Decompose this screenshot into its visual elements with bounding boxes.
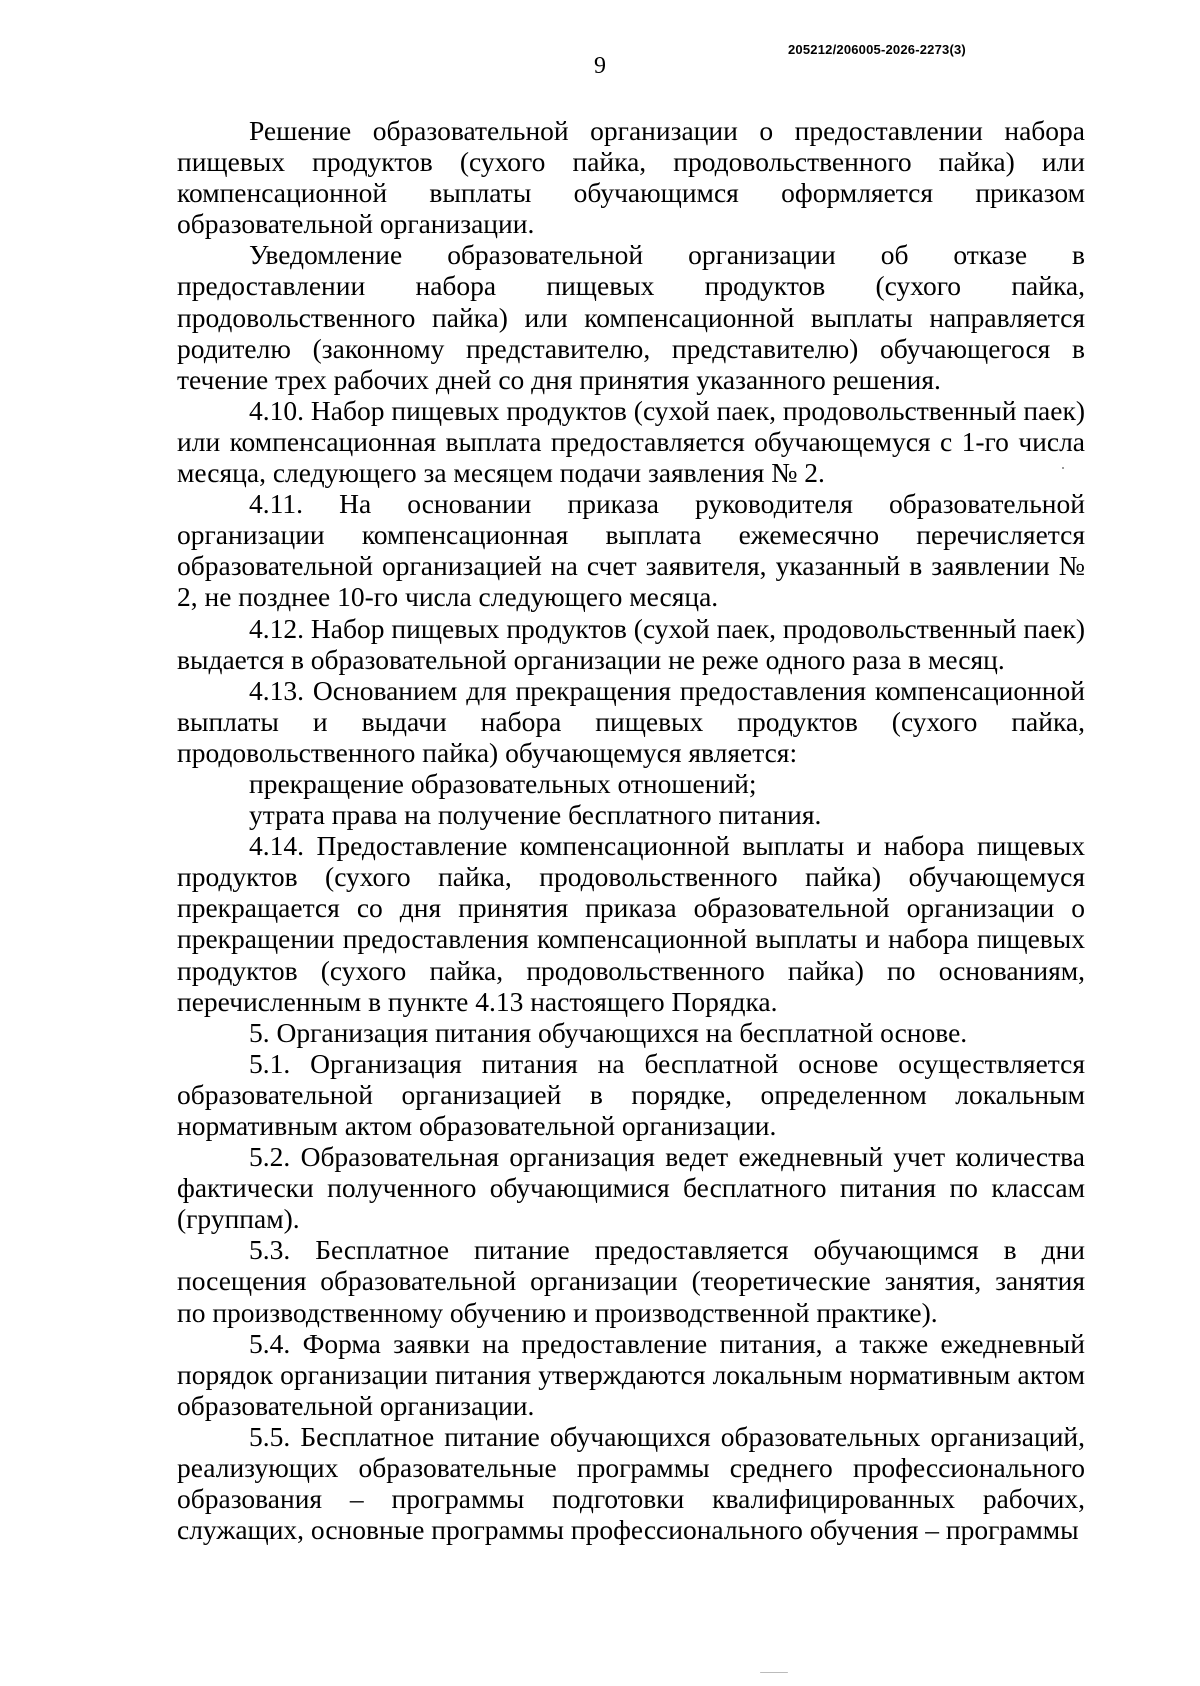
paragraph-4-14: 4.14. Предоставление компенсационной выплаты и набора пищевых продуктов (сухого пайка, продовольственного пайка) обучающемуся прекращается со дня принятия приказа образовательной организации о прекращении предоставления компенсационной выплаты и набора пищевых продуктов (сухого пайка, продовольственного пайка) по основаниям, перечисленным в пункте 4.13 настоящего Порядка. xyxy=(177,830,1085,1017)
paragraph-5-1: 5.1. Организация питания на бесплатной основе осуществляется образовательной организацией в порядке, определенном локальным нормативным актом образовательной организации. xyxy=(177,1047,1085,1141)
paragraph-decision: Решение образовательной организации о предоставлении набора пищевых продуктов (сухого пайка, продовольственного пайка) или компенсационной выплаты обучающимся оформляется приказом образовательной организации. xyxy=(177,115,1085,240)
paragraph-5-4: 5.4. Форма заявки на предоставление питания, а также ежедневный порядок организации питания утверждаются локальным нормативным актом образовательной организации. xyxy=(177,1327,1085,1421)
section-heading-5: 5. Организация питания обучающихся на бесплатной основе. xyxy=(249,1016,968,1048)
paragraph-5-3: 5.3. Бесплатное питание предоставляется обучающимся в дни посещения образовательной организации (теоретические занятия, занятия по производственному обучению и производственной практике). xyxy=(177,1234,1085,1328)
list-item-termination: прекращение образовательных отношений; xyxy=(249,767,757,799)
list-item-loss-of-right: утрата права на получение бесплатного питания. xyxy=(249,799,822,831)
document-body xyxy=(177,115,1085,1545)
paragraph-4-13: 4.13. Основанием для прекращения предоставления компенсационной выплаты и выдачи набора пищевых продуктов (сухого пайка, продовольственного пайка) обучающемуся является: xyxy=(177,674,1085,768)
paragraph-4-10: 4.10. Набор пищевых продуктов (сухой паек, продовольственный паек) или компенсационная выплата предоставляется обучающемуся с 1-го числа месяца, следующего за месяцем подачи заявления № 2. xyxy=(177,394,1085,489)
scan-speck xyxy=(1062,467,1064,469)
paragraph-4-11: 4.11. На основании приказа руководителя образовательной организации компенсационная выплата ежемесячно перечисляется образовательной организацией на счет заявителя, указанный в заявлении № 2, не позднее 10-го числа следующего месяца. xyxy=(177,488,1085,613)
paragraph-refusal-notice: Уведомление образовательной организации об отказе в предоставлении набора пищевых продуктов (сухого пайка, продовольственного пайка) или компенсационной выплаты направляется родителю (законному представителю, представителю) обучающегося в течение трех рабочих дней со дня принятия указанного решения. xyxy=(177,239,1085,395)
page-number: 9 xyxy=(594,53,606,79)
paragraph-4-12: 4.12. Набор пищевых продуктов (сухой паек, продовольственный паек) выдается в образовательной организации не реже одного раза в месяц. xyxy=(177,612,1085,675)
paragraph-5-5: 5.5. Бесплатное питание обучающихся образовательных организаций, реализующих образовательные программы среднего профессионального образования – программы подготовки квалифицированных рабочих, служащих, основные программы профессионального обучения – программы xyxy=(177,1420,1085,1546)
paragraph-5-2: 5.2. Образовательная организация ведет ежедневный учет количества фактически полученного обучающимися бесплатного питания по классам (группам). xyxy=(177,1141,1085,1235)
scan-speck xyxy=(760,1672,788,1673)
document-id: 205212/206005-2026-2273(3) xyxy=(788,42,966,57)
